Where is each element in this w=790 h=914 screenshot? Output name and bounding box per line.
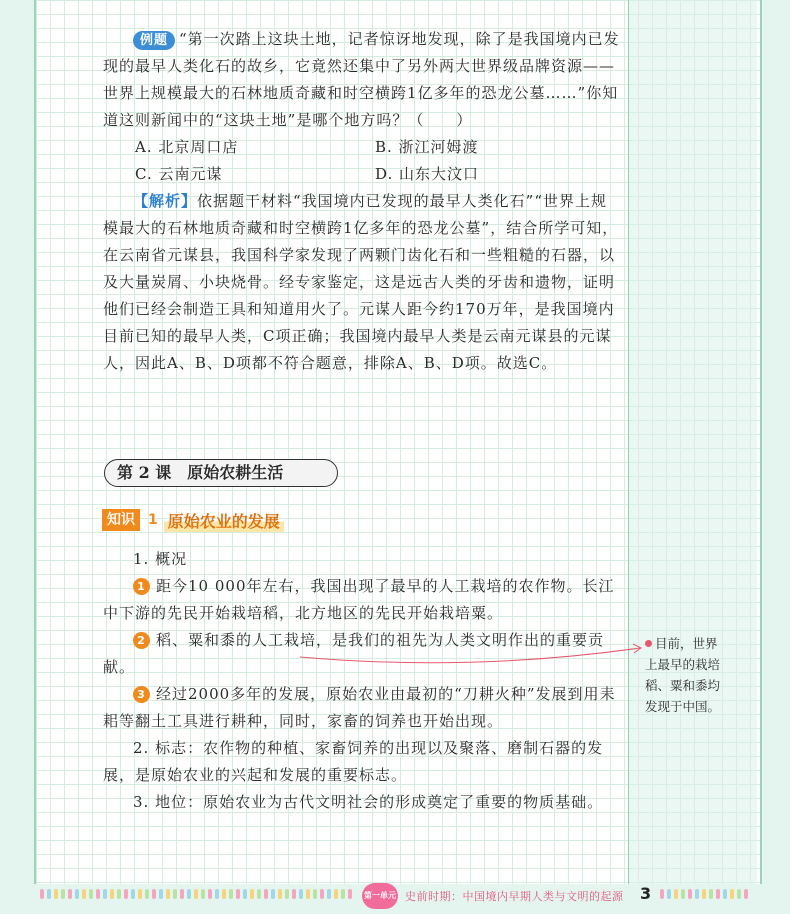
lesson-title: 第 2 课 原始农耕生活 bbox=[104, 459, 338, 487]
side-note-text: 目前，世界上最早的栽培稻、粟和黍均发现于中国。 bbox=[645, 636, 721, 714]
knowledge-number: 1 bbox=[148, 512, 158, 528]
status-paragraph: 3. 地位：原始农业为古代文明社会的形成奠定了重要的物质基础。 bbox=[133, 793, 604, 811]
sign-paragraph: 2. 标志：农作物的种植、家畜饲养的出现以及聚落、磨制石器的发展，是原始农业的兴起和发展的重要标志。 bbox=[103, 739, 604, 784]
option-d: D. 山东大汶口 bbox=[375, 165, 480, 183]
option-a: A. 北京周口店 bbox=[135, 138, 239, 156]
footer-unit-title: 史前时期：中国境内早期人类与文明的起源 bbox=[405, 890, 624, 903]
footer-unit-badge: 第一单元 bbox=[362, 883, 398, 909]
point-1-number: 1 bbox=[133, 578, 150, 595]
analysis-text: 依据题干材料“我国境内已发现的最早人类化石”“世界上规模最大的石林地质奇藏和时空横跨1亿多年的恐龙公墓”，结合所学可知，在云南省元谋县，我国科学家发现了两颗门齿化石和一些粗糙的石器，以及大量炭屑、小块烧骨。经专家鉴定，这是远古人类的牙齿和遗物，证明他们已经会制造工具和知道用火了。元谋人距今约170万年，是我国境内目前已知的最早人类，C项正确；我国境内最早人类是云南元谋县的元谋人，因此A、B、D项都不符合题意，排除A、B、D项。故选C。 bbox=[103, 192, 619, 372]
point-2-text: 稻、粟和黍的人工栽培，是我们的祖先为人类文明作出的重要贡献。 bbox=[103, 631, 605, 676]
point-1-text: 距今10 000年左右，我国出现了最早的人工栽培的农作物。长江中下游的先民开始栽培稻，北方地区的先民开始栽培粟。 bbox=[103, 577, 615, 622]
option-b: B. 浙江河姆渡 bbox=[375, 138, 479, 156]
footer-decoration-left bbox=[40, 889, 352, 905]
example-badge: 例题 bbox=[133, 31, 175, 50]
annotation-curve bbox=[300, 648, 640, 663]
analysis-label: 【解析】 bbox=[133, 192, 198, 210]
point-3-number: 3 bbox=[133, 686, 150, 703]
option-c: C. 云南元谋 bbox=[135, 165, 223, 183]
point-2-number: 2 bbox=[133, 632, 150, 649]
page-number: 3 bbox=[640, 884, 652, 903]
footer-decoration-right bbox=[660, 889, 748, 905]
point-3-text: 经过2000多年的发展，原始农业由最初的“刀耕火种”发展到用耒耜等翻土工具进行耕种，同时，家畜的饲养也开始出现。 bbox=[103, 685, 616, 730]
knowledge-title: 原始农业的发展 bbox=[164, 509, 284, 532]
example-question-text: “第一次踏上这块土地，记者惊讶地发现，除了是我国境内已发现的最早人类化石的故乡，它竟然还集中了另外两大世界级品牌资源——世界上规模最大的石林地质奇藏和时空横跨1亿多年的恐龙公墓……”你知道这则新闻中的“这块土地”是哪个地方吗？（ ） bbox=[103, 30, 620, 129]
overview-heading: 1. 概况 bbox=[133, 550, 188, 568]
side-note bbox=[645, 633, 725, 717]
knowledge-tag: 知识 bbox=[102, 509, 140, 531]
